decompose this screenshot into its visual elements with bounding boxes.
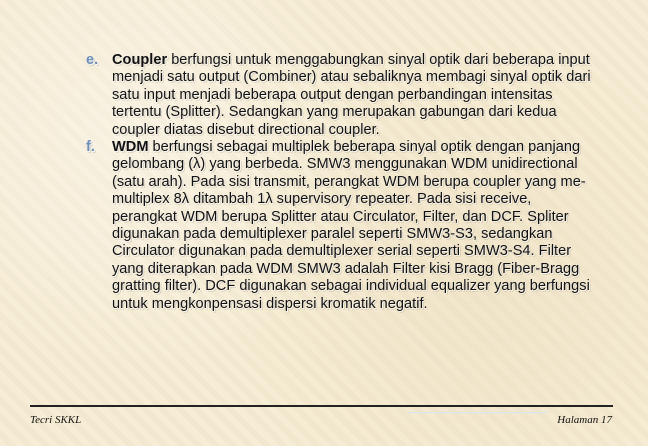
page-number: Halaman 17 <box>557 414 612 426</box>
footer-accent-line <box>408 412 548 413</box>
list-item-wdm <box>86 139 594 313</box>
term-wdm: WDM <box>112 139 149 156</box>
list-marker: e. <box>86 52 99 68</box>
list-item-coupler <box>86 52 594 139</box>
footer-source: Tecri SKKL <box>30 414 82 426</box>
footer-divider <box>30 405 613 407</box>
list-item-text <box>112 139 594 313</box>
term-coupler: Coupler <box>112 52 168 68</box>
slide-content <box>86 52 594 313</box>
description-coupler: berfungsi untuk menggabungkan sinyal optik dari beberapa input menjadi satu output (Combiner) atau sebaliknya membagi sinyal optik dari satu input menjadi beberapa output dengan perbandingan intensitas tertentu (Splitter). Sedangkan yang merupakan gabungan dari kedua coupler diatas disebut directional coupler. <box>112 52 591 138</box>
list-item-text <box>112 52 594 139</box>
description-wdm: berfungsi sebagai multiplek beberapa sinyal optik dengan panjang gelombang (λ) yang berbeda. SMW3 menggunakan WDM unidirectional (satu arah). Pada sisi transmit, perangkat WDM berupa coupler yang me-multiplex 8λ ditambah 1λ supervisory repeater. Pada sisi receive, perangkat WDM berupa Splitter atau Circulator, Filter, dan DCF. Spliter digunakan pada demultiplexer paralel seperti SMW3-S3, sedangkan Circulator digunakan pada demultiplexer serial seperti SMW3-S4. Filter yang diterapkan pada WDM SMW3 adalah Filter kisi Bragg (Fiber-Bragg gratting filter). DCF digunakan sebagai individual equalizer yang berfungsi untuk mengkonpensasi dispersi kromatik negatif. <box>112 139 590 312</box>
list-marker: f. <box>86 139 95 156</box>
